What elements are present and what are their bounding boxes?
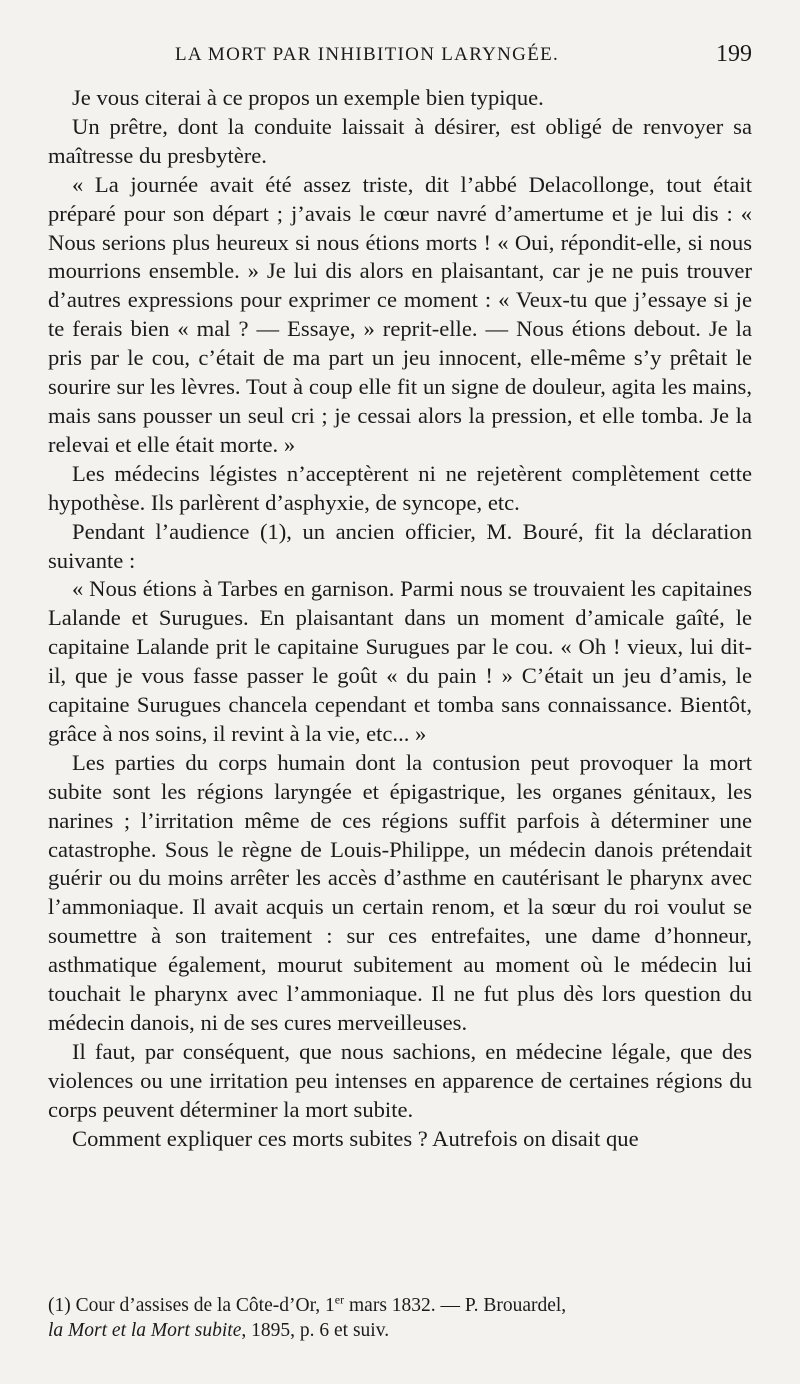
paragraph: Je vous citerai à ce propos un exemple bien typique.: [72, 85, 544, 110]
page-header: [48, 41, 752, 74]
paragraph: « La journée avait été assez triste, dit l’abbé Delacollonge, tout était préparé pour son départ ; j’avais le cœur navré d’amertume et je lui dis : « Nous serions plus heureux si nous étions morts ! « Oui, répondit-elle, si nous mourrions ensemble. » Je lui dis alors en plaisantant, car je ne puis trouver d’autres expressions pour exprimer ce moment : « Veux-tu que j’essaye si je te ferais bien « mal ? — Essaye, » reprit-elle. — Nous étions debout. Je la pris par le cou, c’était de ma part un jeu innocent, elle-même s’y prêtait le sourire sur les lèvres. Tout à coup elle fit un signe de douleur, agita les mains, mais sans pousser un seul cri ; je cessai alors la pression, et elle tomba. Je la relevai et elle était morte. »: [48, 171, 752, 457]
footnote-book-title: la Mort et la Mort subite: [48, 1320, 242, 1341]
paragraph: Un prêtre, dont la conduite laissait à désirer, est obligé de renvoyer sa maîtresse du presbytère.: [48, 113, 752, 168]
footnotes: [48, 1293, 752, 1343]
paragraph: Pendant l’audience (1), un ancien officier, M. Bouré, fit la déclaration suivante :: [48, 518, 752, 573]
page-number: 199: [716, 41, 752, 67]
body-text: [48, 84, 752, 1154]
paragraph: Il faut, par conséquent, que nous sachions, en médecine légale, que des violences ou une irritation peu intenses en apparence de certaines régions du corps peuvent déterminer la mort subite.: [48, 1038, 752, 1122]
footnote-source-cont: mars 1832. — P. Brouardel,: [344, 1295, 567, 1316]
paragraph: Les médecins légistes n’acceptèrent ni ne rejetèrent complètement cette hypothèse. Ils parlèrent d’asphyxie, de syncope, etc.: [48, 460, 752, 515]
paragraph: Comment expliquer ces morts subites ? Autrefois on disait que: [72, 1125, 639, 1151]
footnote: [48, 1293, 752, 1343]
footnote-source: Cour d’assises de la Côte-d’Or, 1: [75, 1295, 335, 1316]
footnote-superscript: er: [334, 1292, 345, 1307]
running-title: LA MORT PAR INHIBITION LARYNGÉE.: [175, 44, 560, 65]
paragraph: Les parties du corps humain dont la contusion peut provoquer la mort subite sont les régions laryngée et épigastrique, les organes génitaux, les narines ; l’irritation même de ces régions suffit parfois à déterminer une catastrophe. Sous le règne de Louis-Philippe, un médecin danois prétendait guérir ou du moins arrêter les accès d’asthme en cautérisant le pharynx avec l’ammoniaque. Il avait acquis un certain renom, et la sœur du roi voulut se soumettre à son traitement : sur ces entrefaites, une dame d’honneur, asthmatique également, mourut subitement au moment où le médecin lui touchait le pharynx avec l’ammoniaque. Il ne fut plus dès lors question du médecin danois, ni de ses cures merveilleuses.: [48, 749, 752, 1035]
footnote-reference: , 1895, p. 6 et suiv.: [241, 1320, 390, 1341]
footnote-marker: (1): [48, 1295, 71, 1316]
paragraph: « Nous étions à Tarbes en garnison. Parmi nous se trouvaient les capitaines Lalande et Surugues. En plaisantant dans un moment d’amicale gaîté, le capitaine Lalande prit le capitaine Surugues par le cou. « Oh ! vieux, lui dit-il, que je vous fasse passer le goût « du pain ! » C’était un jeu d’amis, le capitaine Surugues chancela cependant et tomba sans connaissance. Bientôt, grâce à nos soins, il revint à la vie, etc... »: [48, 576, 752, 746]
